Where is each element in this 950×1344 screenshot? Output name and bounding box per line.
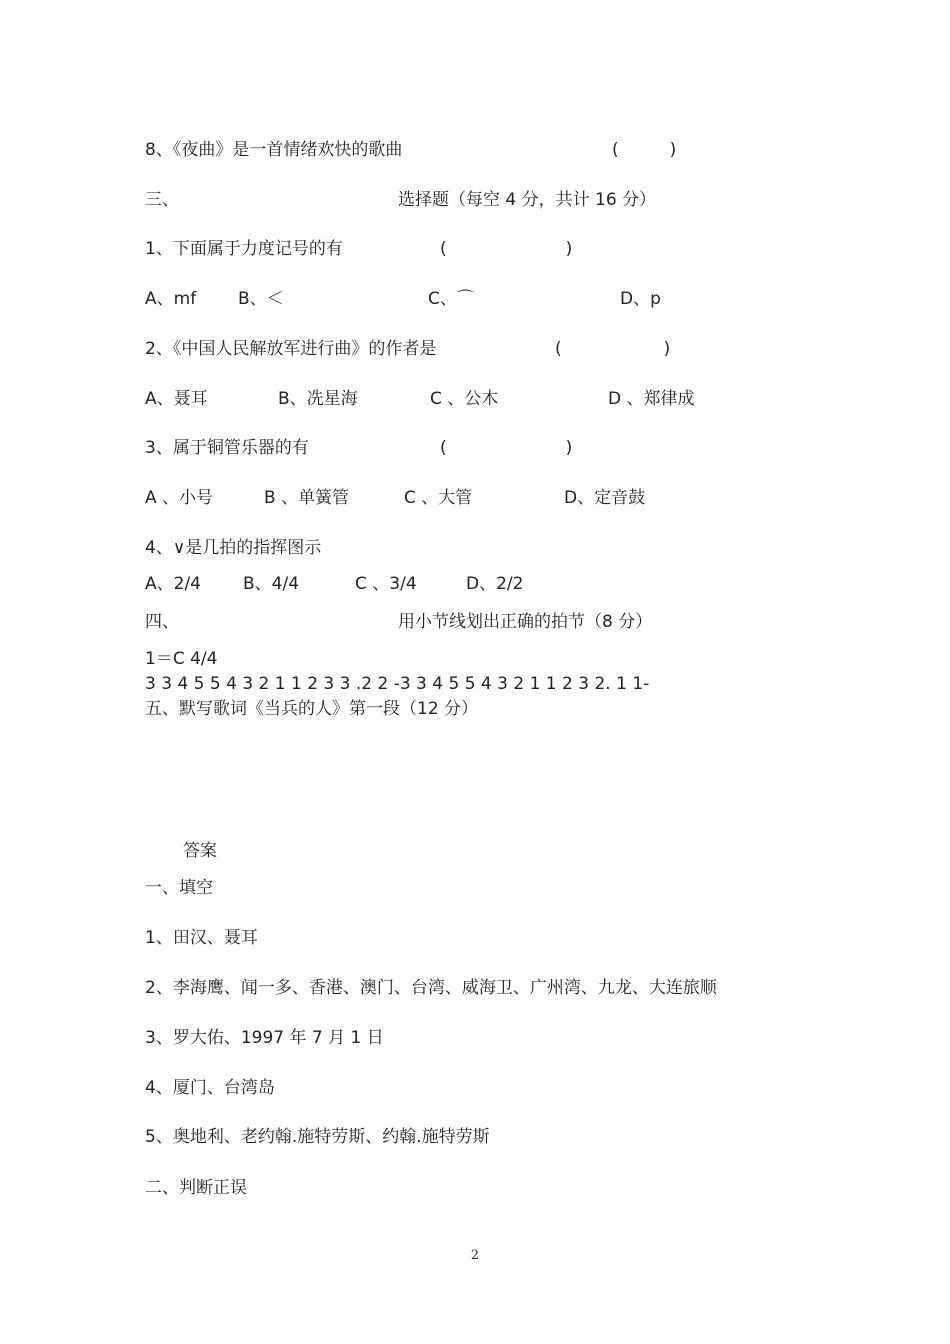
section-4-title: 用小节线划出正确的拍节（8 分） xyxy=(398,612,653,632)
answer-paren-q2: ( ) xyxy=(555,339,671,359)
option-q1-d: D、p xyxy=(620,289,661,309)
option-q2-b: B、冼星海 xyxy=(278,389,358,409)
answer-item: 5、奥地利、老约翰.施特劳斯、约翰.施特劳斯 xyxy=(145,1127,490,1147)
answer-paren-q8: ( ) xyxy=(612,140,677,160)
section-5-title: 五、默写歌词《当兵的人》第一段（12 分） xyxy=(145,699,479,719)
question-2: 2、《中国人民解放军进行曲》的作者是 xyxy=(145,339,437,359)
option-q3-d: D、定音鼓 xyxy=(564,488,646,508)
option-q4-c: C 、3/4 xyxy=(355,574,417,594)
option-q3-a: A 、小号 xyxy=(145,488,214,508)
option-q3-b: B 、单簧管 xyxy=(264,488,350,508)
answer-section-1: 一、填空 xyxy=(145,878,213,898)
answer-paren-q3: ( ) xyxy=(440,438,573,458)
option-q2-d: D 、郑律成 xyxy=(608,389,695,409)
question-1: 1、下面属于力度记号的有 xyxy=(145,239,343,259)
section-4-number: 四、 xyxy=(145,612,179,632)
option-q4-b: B、4/4 xyxy=(243,574,300,594)
answer-item: 4、厦门、台湾岛 xyxy=(145,1078,275,1098)
key-signature: 1＝C 4/4 xyxy=(145,649,218,669)
option-q1-b: B、＜ xyxy=(238,289,284,309)
answer-item: 2、李海鹰、闻一多、香港、澳门、台湾、威海卫、广州湾、九龙、大连旅顺 xyxy=(145,978,717,998)
numbered-notation: 3 3 4 5 5 4 3 2 1 1 2 3 3 .2 2 -3 3 4 5 5 4 3 2 1 1 2 3 2. 1 1- xyxy=(145,674,650,694)
answer-item: 3、罗大佑、1997 年 7 月 1 日 xyxy=(145,1028,384,1048)
question-3: 3、属于铜管乐器的有 xyxy=(145,438,309,458)
section-3-title: 选择题（每空 4 分，共计 16 分） xyxy=(398,190,657,210)
question-8: 8、《夜曲》是一首情绪欢快的歌曲 xyxy=(145,140,403,160)
question-4: 4、∨是几拍的指挥图示 xyxy=(145,538,322,558)
answer-title: 答案 xyxy=(183,841,217,861)
option-q1-a: A、mf xyxy=(145,289,197,309)
section-3-number: 三、 xyxy=(145,190,179,210)
option-q4-a: A、2/4 xyxy=(145,574,201,594)
option-q2-c: C 、公木 xyxy=(430,389,499,409)
answer-paren-q1: ( ) xyxy=(440,239,573,259)
option-q3-c: C 、大管 xyxy=(404,488,473,508)
answer-section-2: 二、判断正误 xyxy=(145,1178,247,1198)
page-number: 2 xyxy=(470,1248,480,1263)
option-q1-c: C、⌒ xyxy=(428,289,474,309)
answer-item: 1、田汉、聂耳 xyxy=(145,928,258,948)
option-q4-d: D、2/2 xyxy=(466,574,524,594)
option-q2-a: A、聂耳 xyxy=(145,389,208,409)
